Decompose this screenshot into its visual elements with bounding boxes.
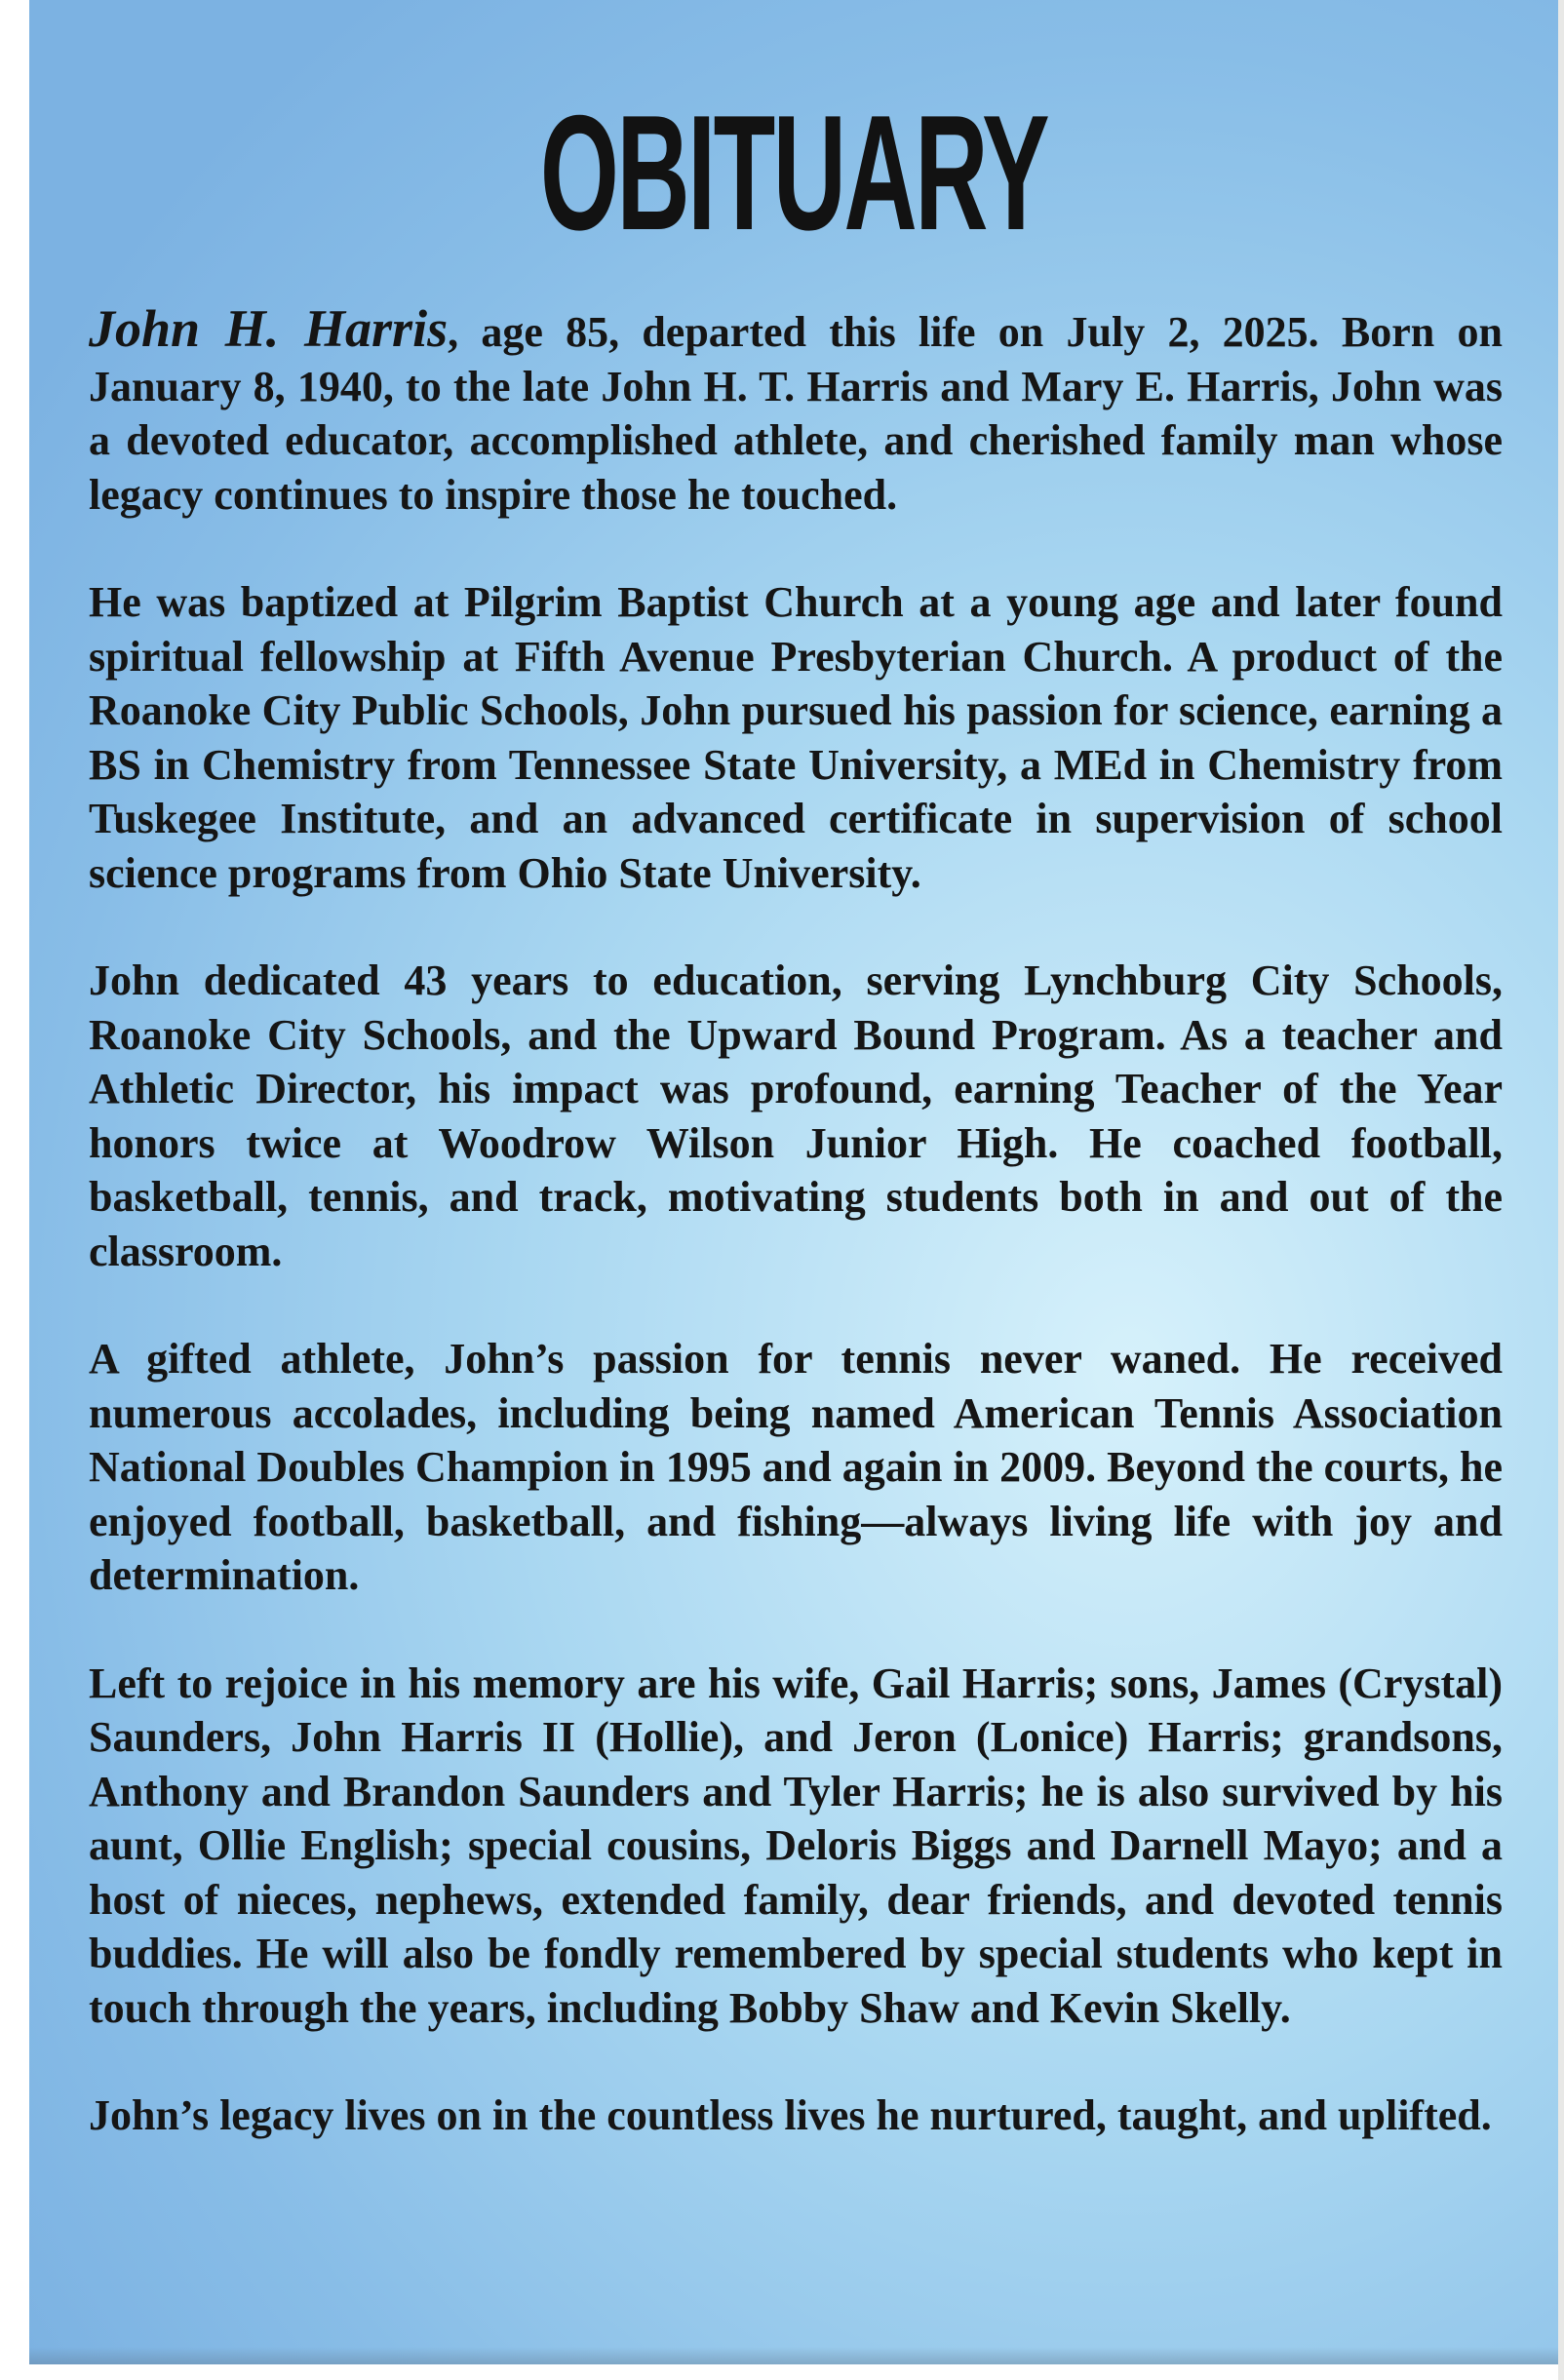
paragraph-faith-education: He was baptized at Pilgrim Baptist Church at a young age and later found spiritual fellowship at Fifth Avenue Presbyterian Church. A product of the Roanoke City Public Schools, John pursued his passion for science, earning a BS in Chemistry from Tennessee State University, a MEd in Chemistry from Tuskegee Institute, and an advanced certificate in supervision of school science programs from Ohio State University.: [89, 578, 1503, 897]
paragraph-survivors: Left to rejoice in his memory are his wife, Gail Harris; sons, James (Crystal) Saunders, John Harris II (Hollie), and Jeron (Lonice) Harris; grandsons, Anthony and Brandon Saunders and Tyler Harris; he is also survived by his aunt, Ollie English; special cousins, Deloris Biggs and Darnell Mayo; and a host of nieces, nephews, extended family, dear friends, and devoted tennis buddies. He will also be fondly remembered by special students who kept in touch through the years, including Bobby Shaw and Kevin Skelly.: [89, 1658, 1503, 2032]
paragraph-legacy: John’s legacy lives on in the countless lives he nurtured, taught, and uplifted.: [89, 2091, 1492, 2139]
paragraph-intro: [89, 299, 1503, 522]
paragraph-athletics: A gifted athlete, John’s passion for tennis never waned. He received numerous accolades, including being named American Tennis Association National Doubles Champion in 1995 and again in 2009. Beyond the courts, he enjoyed football, basketball, and fishing—always living life with joy and determination.: [89, 1335, 1503, 1599]
page-title: OBITUARY: [539, 81, 1048, 264]
paragraph-career: John dedicated 43 years to education, serving Lynchburg City Schools, Roanoke City Schools, and the Upward Bound Program. As a teacher and Athletic Director, his impact was profound, earning Teacher of the Year honors twice at Woodrow Wilson Junior High. He coached football, basketball, tennis, and track, motivating students both in and out of the classroom.: [89, 956, 1503, 1275]
obituary-page: [29, 0, 1558, 2364]
deceased-name: John H. Harris: [89, 299, 449, 358]
obituary-body: [89, 299, 1503, 2197]
page-edge: [1558, 0, 1564, 2380]
paragraph-intro-text: , age 85, departed this life on July 2, 2025. Born on January 8, 1940, to the late John H. T. Harris and Mary E. Harris, John was a devoted educator, accomplished athlete, and cherished family man whose legacy continues to inspire those he touched.: [89, 308, 1503, 519]
